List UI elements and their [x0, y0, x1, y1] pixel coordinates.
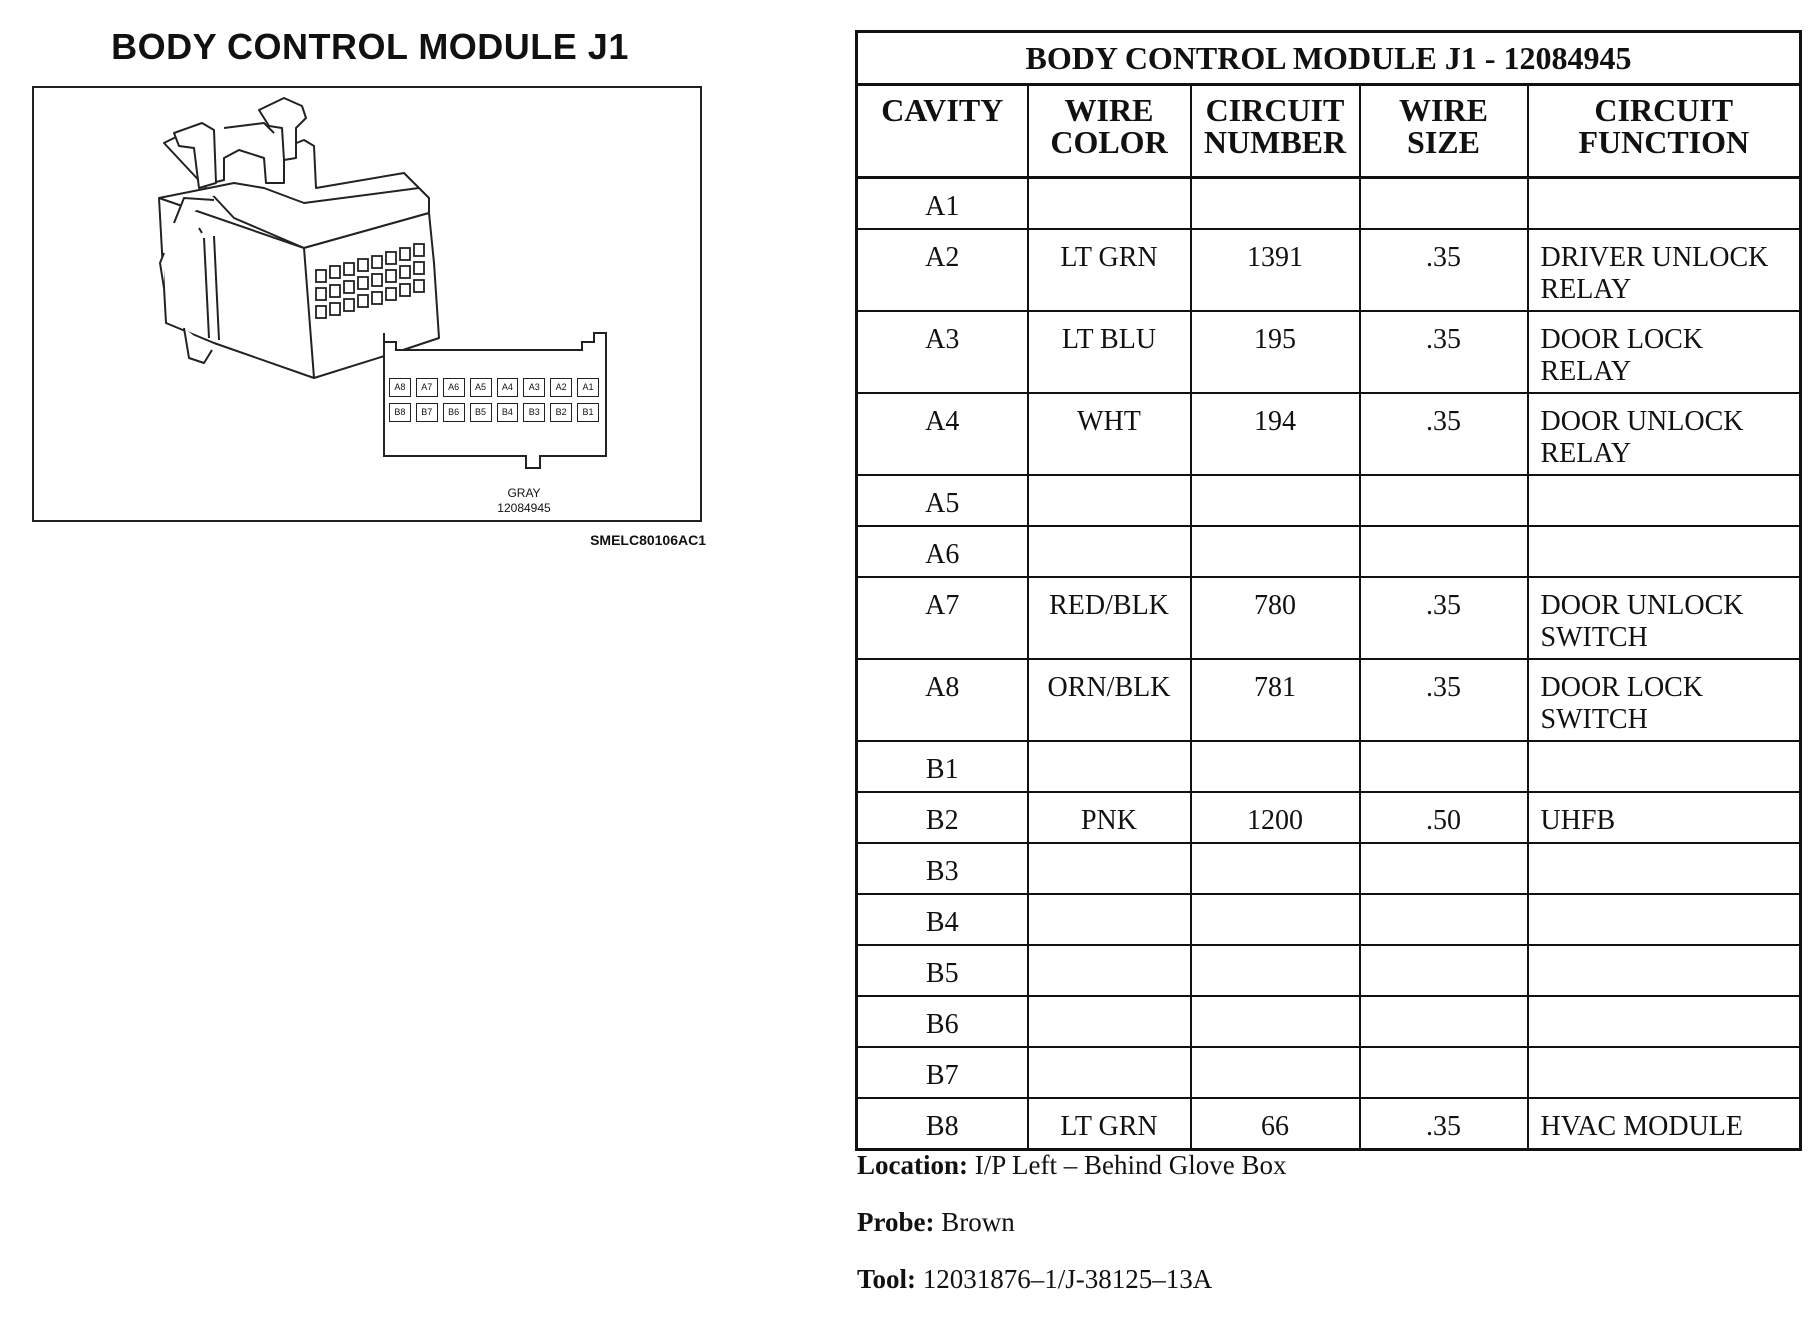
wire-size-cell-text: .35: [1426, 324, 1461, 355]
wire-size-cell: [1360, 577, 1528, 659]
wire-color-cell-text: LT BLU: [1061, 324, 1157, 355]
wire-size-cell: [1360, 792, 1528, 843]
circuit-function-cell: [1528, 996, 1801, 1047]
wire-color-cell: [1028, 945, 1191, 996]
wire-color-cell: [1028, 659, 1191, 741]
cavity-cell-text: B5: [925, 958, 959, 989]
cavity-label: A2: [550, 378, 572, 397]
circuit-number-cell: [1191, 1047, 1360, 1098]
probe-note: [857, 1207, 1801, 1238]
circuit-function-cell: [1528, 659, 1801, 741]
cavity-cell: [857, 1047, 1028, 1098]
table-header-row: [857, 85, 1801, 178]
table-title: BODY CONTROL MODULE J1 - 12084945: [857, 32, 1801, 85]
wire-color-cell-text: LT GRN: [1060, 242, 1158, 273]
circuit-number-cell-text: 1391: [1247, 242, 1303, 273]
cavity-label: B2: [550, 403, 572, 422]
wire-size-cell: [1360, 178, 1528, 230]
circuit-number-cell: [1191, 1098, 1360, 1150]
cavity-label: A1: [577, 378, 599, 397]
circuit-function-cell-text: RELAY: [1540, 438, 1632, 469]
cavity-cell: [857, 577, 1028, 659]
wire-color-cell-text: LT GRN: [1060, 1111, 1158, 1142]
wire-color-cell-text: RED/BLK: [1049, 590, 1169, 621]
circuit-function-cell-text: SWITCH: [1540, 704, 1648, 735]
circuit-function-cell-text: DRIVER UNLOCK: [1540, 242, 1769, 273]
circuit-function-cell: [1528, 894, 1801, 945]
probe-label: Probe:: [857, 1207, 935, 1237]
circuit-function-cell-text: RELAY: [1540, 274, 1632, 305]
figure-title: BODY CONTROL MODULE J1: [111, 26, 629, 67]
circuit-function-cell-text: UHFB: [1540, 805, 1616, 836]
wire-color-cell: [1028, 843, 1191, 894]
circuit-number-cell: [1191, 393, 1360, 475]
cavity-grid: [389, 378, 599, 422]
wire-color-cell: [1028, 229, 1191, 311]
circuit-number-cell: [1191, 792, 1360, 843]
wire-size-cell: [1360, 843, 1528, 894]
wire-size-cell-text: .35: [1426, 590, 1461, 621]
wire-color-cell: [1028, 792, 1191, 843]
circuit-number-cell-text: 66: [1261, 1111, 1289, 1142]
circuit-number-cell-text: 781: [1254, 672, 1296, 703]
cavity-cell: [857, 843, 1028, 894]
wire-size-cell: [1360, 741, 1528, 792]
cavity-cell-text: B6: [925, 1009, 959, 1040]
cavity-label: B1: [577, 403, 599, 422]
wire-color-cell: [1028, 577, 1191, 659]
header-wire-color: WIRE COLOR: [1028, 85, 1191, 178]
wire-size-cell: [1360, 996, 1528, 1047]
circuit-number-cell: [1191, 475, 1360, 526]
circuit-number-cell: [1191, 996, 1360, 1047]
cavity-label: A5: [470, 378, 492, 397]
circuit-function-cell: [1528, 178, 1801, 230]
circuit-number-cell: [1191, 311, 1360, 393]
table-row: [857, 843, 1801, 894]
header-wire-size: WIRE SIZE: [1360, 85, 1528, 178]
figure-code: SMELC80106AC1: [590, 532, 706, 548]
circuit-number-cell: [1191, 659, 1360, 741]
wire-size-cell: [1360, 311, 1528, 393]
cavity-cell: [857, 526, 1028, 577]
cavity-cell: [857, 996, 1028, 1047]
table-row: [857, 996, 1801, 1047]
circuit-function-cell: [1528, 526, 1801, 577]
cavity-cell-text: A7: [925, 590, 960, 621]
connector-part-label: 12084945: [497, 501, 551, 515]
wire-color-cell: [1028, 1098, 1191, 1150]
table-row: [857, 741, 1801, 792]
location-label: Location:: [857, 1150, 968, 1180]
table-row: [857, 178, 1801, 230]
connector-figure: [32, 86, 702, 522]
cavity-label: B7: [416, 403, 438, 422]
wire-color-cell: [1028, 475, 1191, 526]
circuit-function-cell: [1528, 475, 1801, 526]
cavity-label: B6: [443, 403, 465, 422]
cavity-cell-text: A8: [925, 672, 960, 703]
cavity-cell-text: A5: [925, 488, 960, 519]
cavity-cell: [857, 945, 1028, 996]
cavity-cell-text: B3: [925, 856, 959, 887]
wire-size-cell: [1360, 1098, 1528, 1150]
wire-color-cell: [1028, 996, 1191, 1047]
wire-size-cell: [1360, 475, 1528, 526]
header-circuit-number: CIRCUIT NUMBER: [1191, 85, 1360, 178]
cavity-label: A7: [416, 378, 438, 397]
connector-drawing-icon: [34, 88, 700, 520]
wire-size-cell: [1360, 393, 1528, 475]
cavity-cell: [857, 475, 1028, 526]
table-row: [857, 894, 1801, 945]
circuit-function-cell: [1528, 311, 1801, 393]
table-body: [857, 178, 1801, 1150]
circuit-number-cell-text: 194: [1254, 406, 1296, 437]
location-note: [857, 1150, 1801, 1181]
connector-color-label: GRAY: [507, 486, 541, 500]
circuit-function-cell: [1528, 1047, 1801, 1098]
table-row: [857, 577, 1801, 659]
circuit-number-cell-text: 780: [1254, 590, 1296, 621]
cavity-label: B8: [389, 403, 411, 422]
cavity-cell: [857, 229, 1028, 311]
probe-value: Brown: [941, 1207, 1015, 1237]
wire-color-cell: [1028, 393, 1191, 475]
cavity-cell-text: A4: [925, 406, 960, 437]
circuit-number-cell-text: 1200: [1247, 805, 1303, 836]
location-value: I/P Left – Behind Glove Box: [974, 1150, 1287, 1180]
circuit-function-cell-text: DOOR UNLOCK: [1540, 590, 1744, 621]
cavity-cell: [857, 741, 1028, 792]
cavity-label: A6: [443, 378, 465, 397]
circuit-function-cell-text: RELAY: [1540, 356, 1632, 387]
wire-color-cell: [1028, 1047, 1191, 1098]
cavity-cell: [857, 311, 1028, 393]
cavity-cell: [857, 1098, 1028, 1150]
circuit-number-cell-text: 195: [1254, 324, 1296, 355]
circuit-number-cell: [1191, 178, 1360, 230]
cavity-cell-text: B7: [925, 1060, 959, 1091]
circuit-number-cell: [1191, 894, 1360, 945]
circuit-function-cell-text: DOOR LOCK: [1540, 672, 1704, 703]
circuit-function-cell: [1528, 229, 1801, 311]
circuit-function-cell-text: DOOR LOCK: [1540, 324, 1704, 355]
cavity-label: A4: [497, 378, 519, 397]
wire-size-cell-text: .35: [1426, 242, 1461, 273]
table-row: [857, 792, 1801, 843]
wire-size-cell: [1360, 945, 1528, 996]
circuit-function-cell: [1528, 945, 1801, 996]
circuit-function-cell: [1528, 741, 1801, 792]
table-row: [857, 1098, 1801, 1150]
cavity-cell: [857, 178, 1028, 230]
table-row: [857, 393, 1801, 475]
circuit-function-cell: [1528, 393, 1801, 475]
wire-size-cell-text: .35: [1426, 672, 1461, 703]
header-circuit-function: CIRCUIT FUNCTION: [1528, 85, 1801, 178]
circuit-number-cell: [1191, 526, 1360, 577]
cavity-cell-text: A3: [925, 324, 960, 355]
connector-table-wrap: [855, 30, 1799, 1151]
cavity-cell-text: A6: [925, 539, 960, 570]
circuit-number-cell: [1191, 741, 1360, 792]
cavity-cell-text: B2: [925, 805, 959, 836]
cavity-cell-text: A2: [925, 242, 960, 273]
circuit-function-cell: [1528, 843, 1801, 894]
cavity-cell-text: B4: [925, 907, 959, 938]
connector-table: [855, 30, 1802, 1151]
table-row: [857, 229, 1801, 311]
cavity-cell-text: B8: [925, 1111, 959, 1142]
wire-size-cell: [1360, 894, 1528, 945]
tool-value: 12031876–1/J-38125–13A: [922, 1264, 1213, 1294]
tool-label: Tool:: [857, 1264, 917, 1294]
circuit-number-cell: [1191, 945, 1360, 996]
table-row: [857, 1047, 1801, 1098]
circuit-function-cell: [1528, 1098, 1801, 1150]
wire-size-cell: [1360, 659, 1528, 741]
wire-size-cell-text: .35: [1426, 406, 1461, 437]
wire-color-cell: [1028, 894, 1191, 945]
wire-color-cell: [1028, 178, 1191, 230]
circuit-function-cell-text: HVAC MODULE: [1540, 1111, 1743, 1142]
wire-color-cell-text: WHT: [1077, 406, 1141, 437]
circuit-number-cell: [1191, 843, 1360, 894]
wire-size-cell: [1360, 1047, 1528, 1098]
cavity-cell: [857, 792, 1028, 843]
cavity-label: A3: [523, 378, 545, 397]
tool-note: [857, 1264, 1801, 1295]
circuit-function-cell-text: DOOR UNLOCK: [1540, 406, 1744, 437]
cavity-cell-text: A1: [925, 191, 960, 222]
cavity-cell-text: B1: [925, 754, 959, 785]
circuit-function-cell: [1528, 577, 1801, 659]
table-row: [857, 526, 1801, 577]
wire-color-cell: [1028, 526, 1191, 577]
cavity-label: B5: [470, 403, 492, 422]
cavity-label: B3: [523, 403, 545, 422]
wire-size-cell-text: .35: [1426, 1111, 1461, 1142]
wire-color-cell-text: PNK: [1080, 805, 1137, 836]
wire-color-cell-text: ORN/BLK: [1047, 672, 1171, 703]
wire-color-cell: [1028, 741, 1191, 792]
table-row: [857, 659, 1801, 741]
cavity-label: A8: [389, 378, 411, 397]
wire-color-cell: [1028, 311, 1191, 393]
circuit-number-cell: [1191, 229, 1360, 311]
circuit-number-cell: [1191, 577, 1360, 659]
circuit-function-cell: [1528, 792, 1801, 843]
cavity-label: B4: [497, 403, 519, 422]
wire-size-cell: [1360, 229, 1528, 311]
cavity-cell: [857, 659, 1028, 741]
table-row: [857, 311, 1801, 393]
cavity-cell: [857, 393, 1028, 475]
header-cavity: CAVITY: [857, 85, 1028, 178]
cavity-cell: [857, 894, 1028, 945]
circuit-function-cell-text: SWITCH: [1540, 622, 1648, 653]
table-row: [857, 945, 1801, 996]
table-row: [857, 475, 1801, 526]
wire-size-cell: [1360, 526, 1528, 577]
wire-size-cell-text: .50: [1426, 805, 1461, 836]
